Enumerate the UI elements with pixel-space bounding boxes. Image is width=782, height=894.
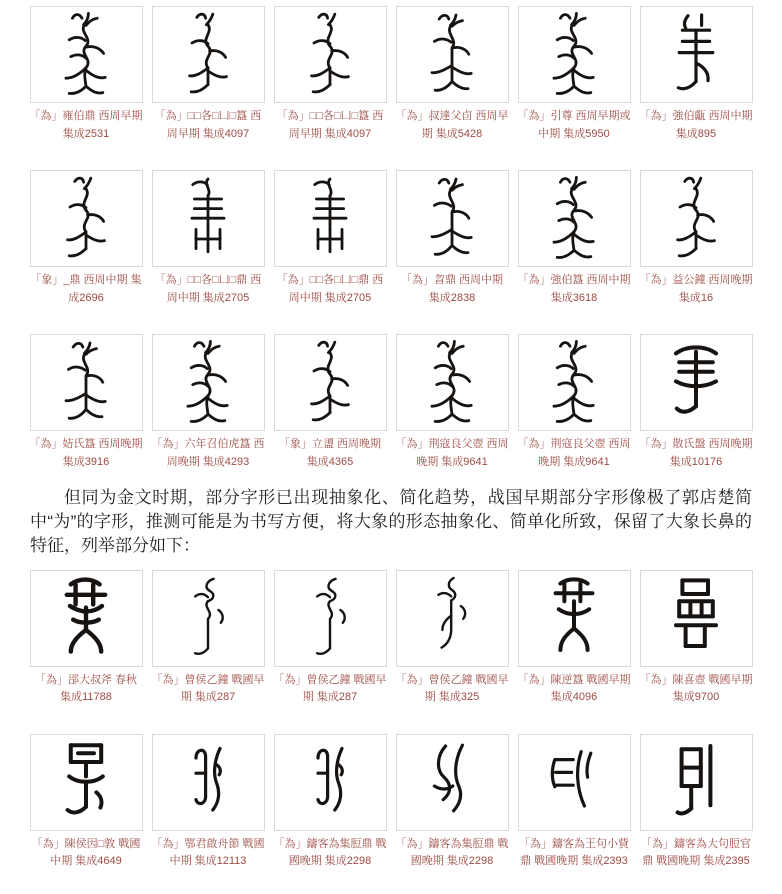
- glyph-cell: [639, 570, 753, 707]
- bronze-glyph-image: [30, 170, 143, 267]
- glyph-cell: [29, 170, 143, 307]
- glyph-caption: 「為」郘大叔斧 春秋 集成11788: [34, 673, 138, 704]
- glyph-row: [0, 734, 782, 871]
- glyph-grid-bottom: [0, 570, 782, 871]
- bronze-glyph-image: [640, 734, 753, 831]
- glyph-cell: [639, 334, 753, 471]
- glyph-caption: 「為」鄂君啟舟節 戰國中期 集成12113: [151, 837, 265, 868]
- bronze-glyph-image: [518, 334, 631, 431]
- glyph-caption: 「為」叔達父卣 西周早期 集成5428: [395, 110, 509, 140]
- glyph-caption: 「為」益公鐘 西周晚期 集成16: [639, 274, 753, 304]
- glyph-cell: [151, 6, 265, 143]
- glyph-caption: 「為」荆寇良父壺 西周晚期 集成9641: [395, 438, 509, 468]
- glyph-caption: 「為」鑄客為集脰鼎 戰國晚期 集成2298: [273, 837, 387, 868]
- glyph-caption: 「為」強伯甗 西周中期 集成895: [639, 110, 753, 140]
- glyph-caption: 「為」荆寇良父壺 西周晚期 集成9641: [517, 438, 631, 468]
- bronze-glyph-image: [274, 170, 387, 267]
- bronze-glyph-image: [518, 170, 631, 267]
- glyph-cell: [29, 334, 143, 471]
- bronze-glyph-image: [274, 734, 387, 831]
- glyph-caption: 「象」_鼎 西周中期 集成2696: [30, 274, 142, 304]
- glyph-cell: [273, 570, 387, 707]
- glyph-caption: 「為」曾侯乙鐘 戰國早期 集成325: [395, 673, 509, 704]
- glyph-cell: [639, 170, 753, 307]
- glyph-row: [0, 570, 782, 707]
- glyph-cell: [395, 170, 509, 307]
- bronze-glyph-image: [640, 334, 753, 431]
- glyph-cell: [151, 734, 265, 871]
- bronze-glyph-image: [396, 334, 509, 431]
- bronze-glyph-image: [518, 570, 631, 667]
- bronze-glyph-image: [396, 170, 509, 267]
- bronze-glyph-image: [152, 334, 265, 431]
- glyph-caption: 「為」姞氏簋 西周晚期 集成3916: [29, 438, 143, 468]
- bronze-glyph-image: [396, 734, 509, 831]
- glyph-cell: [29, 570, 143, 707]
- bronze-glyph-image: [30, 334, 143, 431]
- glyph-cell: [151, 570, 265, 707]
- glyph-cell: [273, 6, 387, 143]
- glyph-cell: [29, 6, 143, 143]
- glyph-cell: [29, 734, 143, 871]
- glyph-caption: 「為」曶鼎 西周中期 集成2838: [400, 274, 504, 304]
- glyph-cell: [517, 170, 631, 307]
- glyph-caption: 「為」□□各□凵□簋 西周早期 集成4097: [276, 110, 384, 140]
- bronze-glyph-image: [30, 734, 143, 831]
- bronze-glyph-image: [152, 570, 265, 667]
- glyph-caption: 「為」□□各□凵□簋 西周早期 集成4097: [154, 110, 262, 140]
- glyph-row: [0, 6, 782, 143]
- body-paragraph: 但同为金文时期，部分字形已出现抽象化、简化趋势，战国早期部分字形像极了郭店楚简中“为”的字形，推测可能是为书写方便，将大象的形态抽象化、简单化所致，保留了大象长鼻的特征，列举部分如下：: [30, 487, 752, 555]
- glyph-cell: [395, 570, 509, 707]
- bronze-glyph-image: [640, 6, 753, 103]
- bronze-glyph-image: [152, 170, 265, 267]
- glyph-cell: [395, 334, 509, 471]
- glyph-caption: 「為」引尊 西周早期或中期 集成5950: [517, 110, 631, 140]
- glyph-cell: [639, 734, 753, 871]
- glyph-cell: [639, 6, 753, 143]
- glyph-cell: [517, 570, 631, 707]
- glyph-caption: 「為」散氏盤 西周晚期 集成10176: [639, 438, 753, 468]
- glyph-caption: 「為」陳侯因□敦 戰國中期 集成4649: [31, 837, 141, 868]
- glyph-cell: [273, 734, 387, 871]
- bronze-glyph-image: [152, 6, 265, 103]
- glyph-caption: 「為」六年召伯虎簋 西周晚期 集成4293: [151, 438, 265, 468]
- glyph-caption: 「為」曾侯乙鐘 戰國早期 集成287: [151, 673, 265, 704]
- bronze-glyph-image: [274, 6, 387, 103]
- bronze-glyph-image: [640, 170, 753, 267]
- glyph-caption: 「為」□□各□凵□鼎 西周中期 集成2705: [154, 274, 262, 304]
- glyph-caption: 「為」□□各□凵□鼎 西周中期 集成2705: [276, 274, 384, 304]
- bronze-glyph-image: [274, 334, 387, 431]
- bronze-glyph-image: [518, 734, 631, 831]
- glyph-cell: [517, 734, 631, 871]
- bronze-glyph-image: [396, 570, 509, 667]
- glyph-row: [0, 334, 782, 471]
- glyph-caption: 「為」鑄客為大句脰官鼎 戰國晚期 集成2395: [641, 837, 751, 868]
- bronze-glyph-image: [30, 570, 143, 667]
- glyph-cell: [151, 170, 265, 307]
- glyph-caption: 「為」雍伯鼎 西周早期 集成2531: [29, 110, 143, 140]
- glyph-caption: 「象」立盨 西周晚期 集成4365: [278, 438, 382, 468]
- bronze-glyph-image: [396, 6, 509, 103]
- glyph-cell: [517, 334, 631, 471]
- glyph-grid-top: [0, 6, 782, 472]
- glyph-row: [0, 170, 782, 307]
- glyph-cell: [395, 734, 509, 871]
- glyph-cell: [395, 6, 509, 143]
- glyph-cell: [517, 6, 631, 143]
- glyph-caption: 「為」曾侯乙鐘 戰國早期 集成287: [273, 673, 387, 704]
- glyph-caption: 「為」陳喜壺 戰國早期 集成9700: [639, 673, 753, 704]
- glyph-caption: 「為」陳逆簋 戰國早期 集成4096: [517, 673, 631, 704]
- glyph-cell: [151, 334, 265, 471]
- glyph-cell: [273, 170, 387, 307]
- glyph-cell: [273, 334, 387, 471]
- bronze-glyph-image: [274, 570, 387, 667]
- bronze-glyph-image: [30, 6, 143, 103]
- glyph-caption: 「為」強伯簋 西周中期 集成3618: [517, 274, 631, 304]
- bronze-glyph-image: [640, 570, 753, 667]
- bronze-glyph-image: [518, 6, 631, 103]
- glyph-caption: 「為」鑄客為王句小貲鼎 戰國晚期 集成2393: [519, 837, 629, 868]
- bronze-glyph-image: [152, 734, 265, 831]
- glyph-caption: 「為」鑄客為集脰鼎 戰國晚期 集成2298: [395, 837, 509, 868]
